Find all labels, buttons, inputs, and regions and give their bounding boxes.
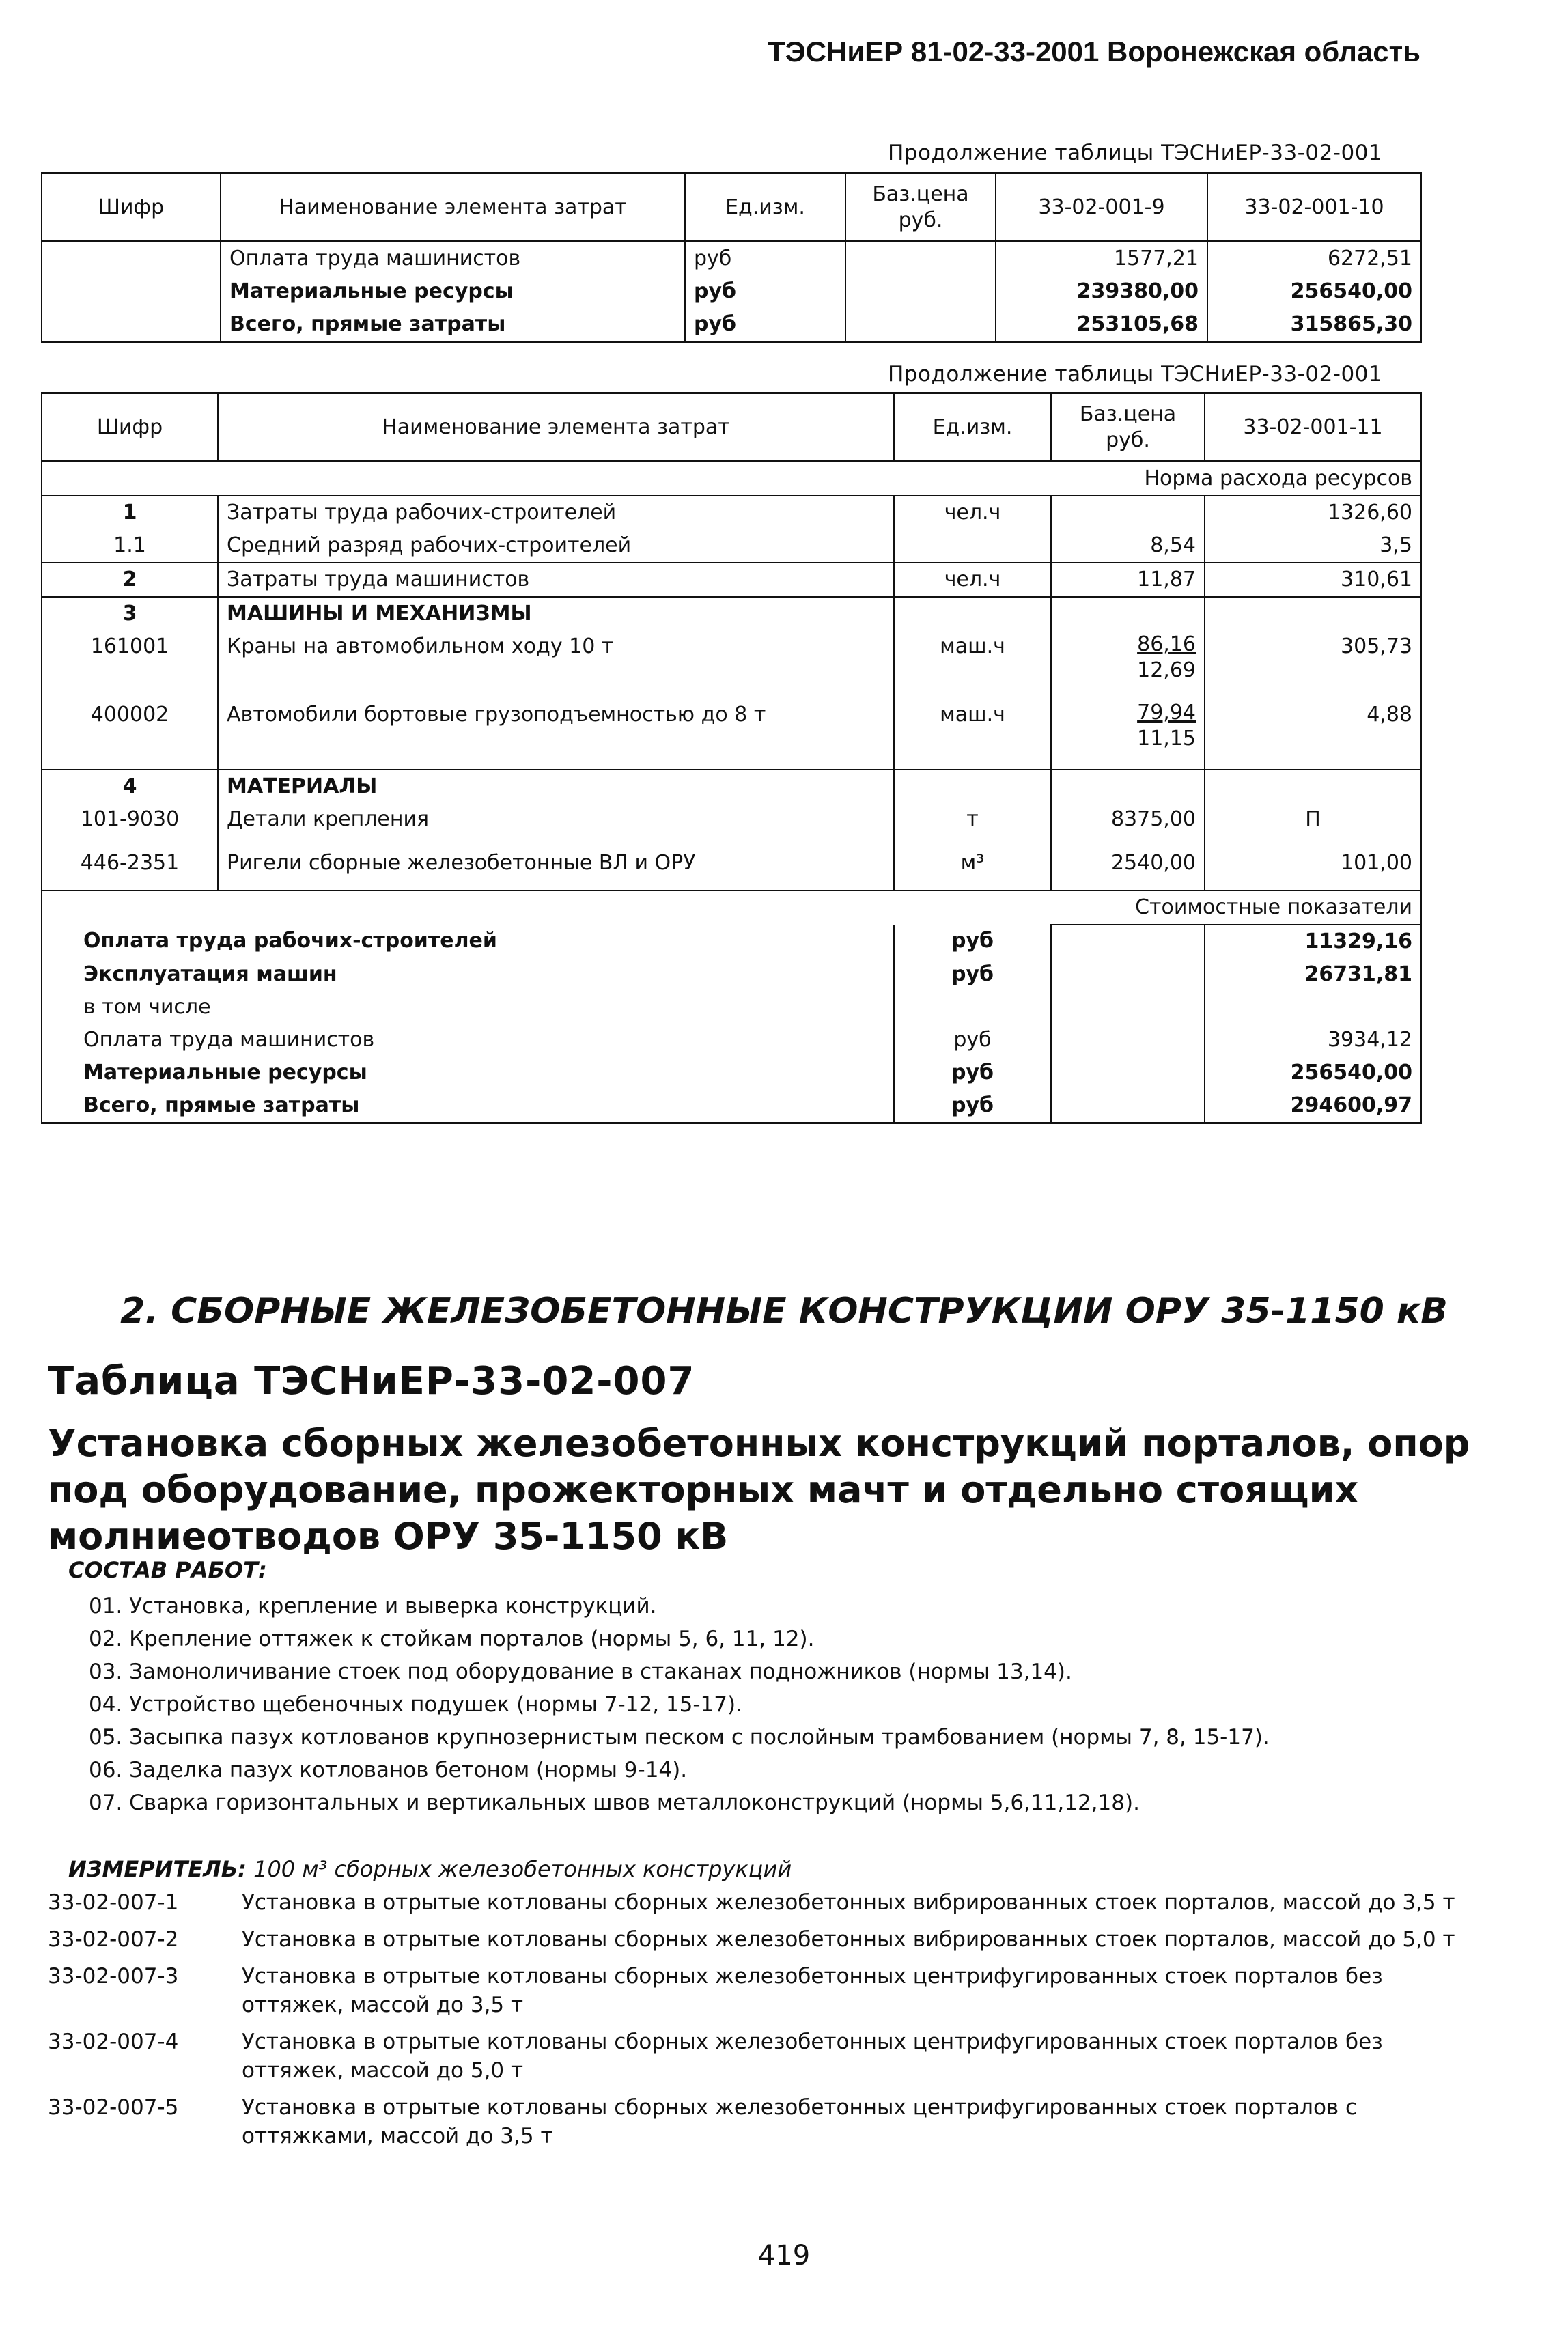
row-value: 253105,68 <box>996 308 1207 342</box>
row-value: 305,73 <box>1205 630 1421 699</box>
norm-text: Установка в отрытые котлованы сборных железобетонных вибрированных стоек порталов, массой до 5,0 т <box>242 1927 1455 1952</box>
row-value: 11329,16 <box>1205 925 1421 958</box>
row-name: Затраты труда рабочих-строителей <box>218 496 894 529</box>
table-row <box>42 699 1421 770</box>
table-row <box>42 1024 1421 1056</box>
works-list <box>89 1590 1270 1819</box>
row-unit <box>894 529 1051 563</box>
row-base: 8,54 <box>1051 529 1205 563</box>
row-base <box>1051 699 1205 770</box>
row-unit <box>894 991 1051 1024</box>
col-code-header: Шифр <box>42 393 218 462</box>
table1-continuation: Продолжение таблицы ТЭСНиЕР-33-02-001 <box>888 141 1383 165</box>
base-price-bottom: 11,15 <box>1137 727 1196 751</box>
row-base <box>1051 630 1205 699</box>
norm-item <box>48 1962 1537 2019</box>
norm-text: Установка в отрытые котлованы сборных железобетонных центрифугированных стоек порталов без оттяжек, массой до 3,5 т <box>242 1964 1383 2017</box>
row-value: 315865,30 <box>1207 308 1421 342</box>
row-unit: руб <box>894 958 1051 991</box>
section-title: 2. СБОРНЫЕ ЖЕЛЕЗОБЕТОННЫЕ КОНСТРУКЦИИ ОРУ 35-1150 кВ <box>120 1291 1448 1332</box>
group-title: МАТЕРИАЛЫ <box>218 770 894 803</box>
row-name: в том числе <box>42 991 894 1024</box>
table-row <box>42 1056 1421 1089</box>
row-unit: маш.ч <box>894 630 1051 699</box>
group-title: МАШИНЫ И МЕХАНИЗМЫ <box>218 597 894 630</box>
list-item: 06. Заделка пазух котлованов бетоном (нормы 9-14). <box>89 1758 688 1782</box>
cost-label-row <box>42 891 1421 925</box>
table-row <box>42 925 1421 958</box>
col-name-header: Наименование элемента затрат <box>221 173 685 242</box>
row-name: Материальные ресурсы <box>42 1056 894 1089</box>
norm-label-row <box>42 462 1421 496</box>
row-name: Краны на автомобильном ходу 10 т <box>218 630 894 699</box>
row-name: Детали крепления <box>218 803 894 847</box>
norm-code: 33-02-007-5 <box>48 2095 179 2120</box>
row-value: 3,5 <box>1205 529 1421 563</box>
norm-code: 33-02-007-2 <box>48 1927 179 1952</box>
norms-list <box>48 1888 1537 2159</box>
norm-item <box>48 2028 1537 2085</box>
row-base: 8375,00 <box>1051 803 1205 847</box>
row-value: 239380,00 <box>996 275 1207 308</box>
row-code: 446-2351 <box>42 847 218 891</box>
row-unit: чел.ч <box>894 496 1051 529</box>
group-row <box>42 770 1421 803</box>
row-value <box>1205 991 1421 1024</box>
table-row <box>42 496 1421 529</box>
base-price-top: 86,16 <box>1137 632 1196 656</box>
list-item: 05. Засыпка пазух котлованов крупнозернистым песком с послойным трамбованием (нормы 7, 8, 15-17). <box>89 1725 1270 1750</box>
row-name: Оплата труда рабочих-строителей <box>42 925 894 958</box>
col-norm-header: 33-02-001-9 <box>996 173 1207 242</box>
norm-item <box>48 2093 1537 2150</box>
table-row <box>42 991 1421 1024</box>
norm-item <box>48 1925 1537 1954</box>
row-code: 2 <box>42 563 218 597</box>
row-code: 4 <box>42 770 218 803</box>
cost-table-1 <box>41 172 1422 343</box>
list-item: 01. Установка, крепление и выверка конструкций. <box>89 1594 657 1619</box>
list-item: 07. Сварка горизонтальных и вертикальных швов металлоконструкций (нормы 5,6,11,12,18). <box>89 1791 1140 1815</box>
row-name: Автомобили бортовые грузоподъемностью до 8 т <box>218 699 894 770</box>
measure-line <box>68 1856 792 1882</box>
col-code-header: Шифр <box>42 173 221 242</box>
row-unit: чел.ч <box>894 563 1051 597</box>
row-value: 101,00 <box>1205 847 1421 891</box>
row-value: 4,88 <box>1205 699 1421 770</box>
list-item: 02. Крепление оттяжек к стойкам порталов (нормы 5, 6, 11, 12). <box>89 1627 815 1651</box>
measure-label: ИЗМЕРИТЕЛЬ: <box>68 1856 247 1882</box>
col-norm-header: 33-02-001-11 <box>1205 393 1421 462</box>
table-row <box>42 847 1421 891</box>
table-row <box>42 275 1421 308</box>
row-name: Средний разряд рабочих-строителей <box>218 529 894 563</box>
row-name: Всего, прямые затраты <box>42 1089 894 1123</box>
row-unit: руб <box>894 1024 1051 1056</box>
row-unit: руб <box>685 308 845 342</box>
page-number: 419 <box>757 2240 811 2271</box>
row-unit: руб <box>894 1089 1051 1123</box>
row-value: 256540,00 <box>1207 275 1421 308</box>
row-base: 11,87 <box>1051 563 1205 597</box>
table-row <box>42 958 1421 991</box>
norm-code: 33-02-007-4 <box>48 2030 179 2054</box>
cost-label: Стоимостные показатели <box>1051 891 1421 925</box>
col-name-header: Наименование элемента затрат <box>218 393 894 462</box>
measure-text: 100 м³ сборных железобетонных конструкций <box>253 1856 792 1882</box>
main-title: Установка сборных железобетонных конструкций порталов, опор под оборудование, прожекторных мачт и отдельно стоящих молниеотводов ОРУ 35-1150 кВ <box>48 1422 1470 1558</box>
row-unit: руб <box>894 925 1051 958</box>
row-base <box>1051 496 1205 529</box>
row-value: 26731,81 <box>1205 958 1421 991</box>
row-unit: руб <box>685 275 845 308</box>
col-unit-header: Ед.изм. <box>894 393 1051 462</box>
list-item: 03. Замоноличивание стоек под оборудование в стаканах подножников (нормы 13,14). <box>89 1659 1072 1684</box>
table-row <box>42 308 1421 342</box>
row-code: 161001 <box>42 630 218 699</box>
row-name: Оплата труда машинистов <box>42 1024 894 1056</box>
col-base-header: Баз.цена руб. <box>1051 393 1205 462</box>
row-name: Всего, прямые затраты <box>221 308 685 342</box>
norm-text: Установка в отрытые котлованы сборных железобетонных вибрированных стоек порталов, массой до 3,5 т <box>242 1890 1455 1915</box>
table2-continuation: Продолжение таблицы ТЭСНиЕР-33-02-001 <box>888 362 1383 387</box>
row-code: 1.1 <box>42 529 218 563</box>
row-unit: т <box>894 803 1051 847</box>
table-row <box>42 630 1421 699</box>
col-base-header: Баз.цена руб. <box>845 173 996 242</box>
norm-code: 33-02-007-3 <box>48 1964 179 1989</box>
row-code: 1 <box>42 496 218 529</box>
row-name: Ригели сборные железобетонные ВЛ и ОРУ <box>218 847 894 891</box>
norm-item <box>48 1888 1537 1917</box>
row-value: 6272,51 <box>1207 242 1421 276</box>
table-row <box>42 803 1421 847</box>
row-name: Эксплуатация машин <box>42 958 894 991</box>
norm-text: Установка в отрытые котлованы сборных железобетонных центрифугированных стоек порталов без оттяжек, массой до 5,0 т <box>242 2030 1383 2083</box>
table-row <box>42 563 1421 597</box>
norm-code: 33-02-007-1 <box>48 1890 179 1915</box>
row-unit: руб <box>685 242 845 276</box>
table-title: Таблица ТЭСНиЕР-33-02-007 <box>48 1359 695 1403</box>
cost-table-2 <box>41 392 1422 1124</box>
works-heading: СОСТАВ РАБОТ: <box>68 1557 267 1583</box>
row-value: 3934,12 <box>1205 1024 1421 1056</box>
table-row <box>42 242 1421 276</box>
row-name: Затраты труда машинистов <box>218 563 894 597</box>
page-header: ТЭСНиЕР 81-02-33-2001 Воронежская область <box>768 36 1420 68</box>
row-code: 101-9030 <box>42 803 218 847</box>
row-value: 1326,60 <box>1205 496 1421 529</box>
row-base: 2540,00 <box>1051 847 1205 891</box>
list-item: 04. Устройство щебеночных подушек (нормы 7-12, 15-17). <box>89 1692 742 1717</box>
base-price-top: 79,94 <box>1137 701 1196 725</box>
row-code: 3 <box>42 597 218 630</box>
row-value: 310,61 <box>1205 563 1421 597</box>
group-row <box>42 597 1421 630</box>
row-value: 294600,97 <box>1205 1089 1421 1123</box>
row-unit: руб <box>894 1056 1051 1089</box>
norm-label: Норма расхода ресурсов <box>1051 462 1421 496</box>
norm-text: Установка в отрытые котлованы сборных железобетонных центрифугированных стоек порталов с оттяжками, массой до 3,5 т <box>242 2095 1358 2148</box>
row-unit: маш.ч <box>894 699 1051 770</box>
row-unit: м³ <box>894 847 1051 891</box>
base-price-bottom: 12,69 <box>1137 658 1196 682</box>
table-row <box>42 1089 1421 1123</box>
row-name: Оплата труда машинистов <box>221 242 685 276</box>
row-code: 400002 <box>42 699 218 770</box>
row-value: П <box>1205 803 1421 847</box>
table-row <box>42 529 1421 563</box>
row-value: 1577,21 <box>996 242 1207 276</box>
col-norm-header: 33-02-001-10 <box>1207 173 1421 242</box>
row-name: Материальные ресурсы <box>221 275 685 308</box>
row-value: 256540,00 <box>1205 1056 1421 1089</box>
col-unit-header: Ед.изм. <box>685 173 845 242</box>
